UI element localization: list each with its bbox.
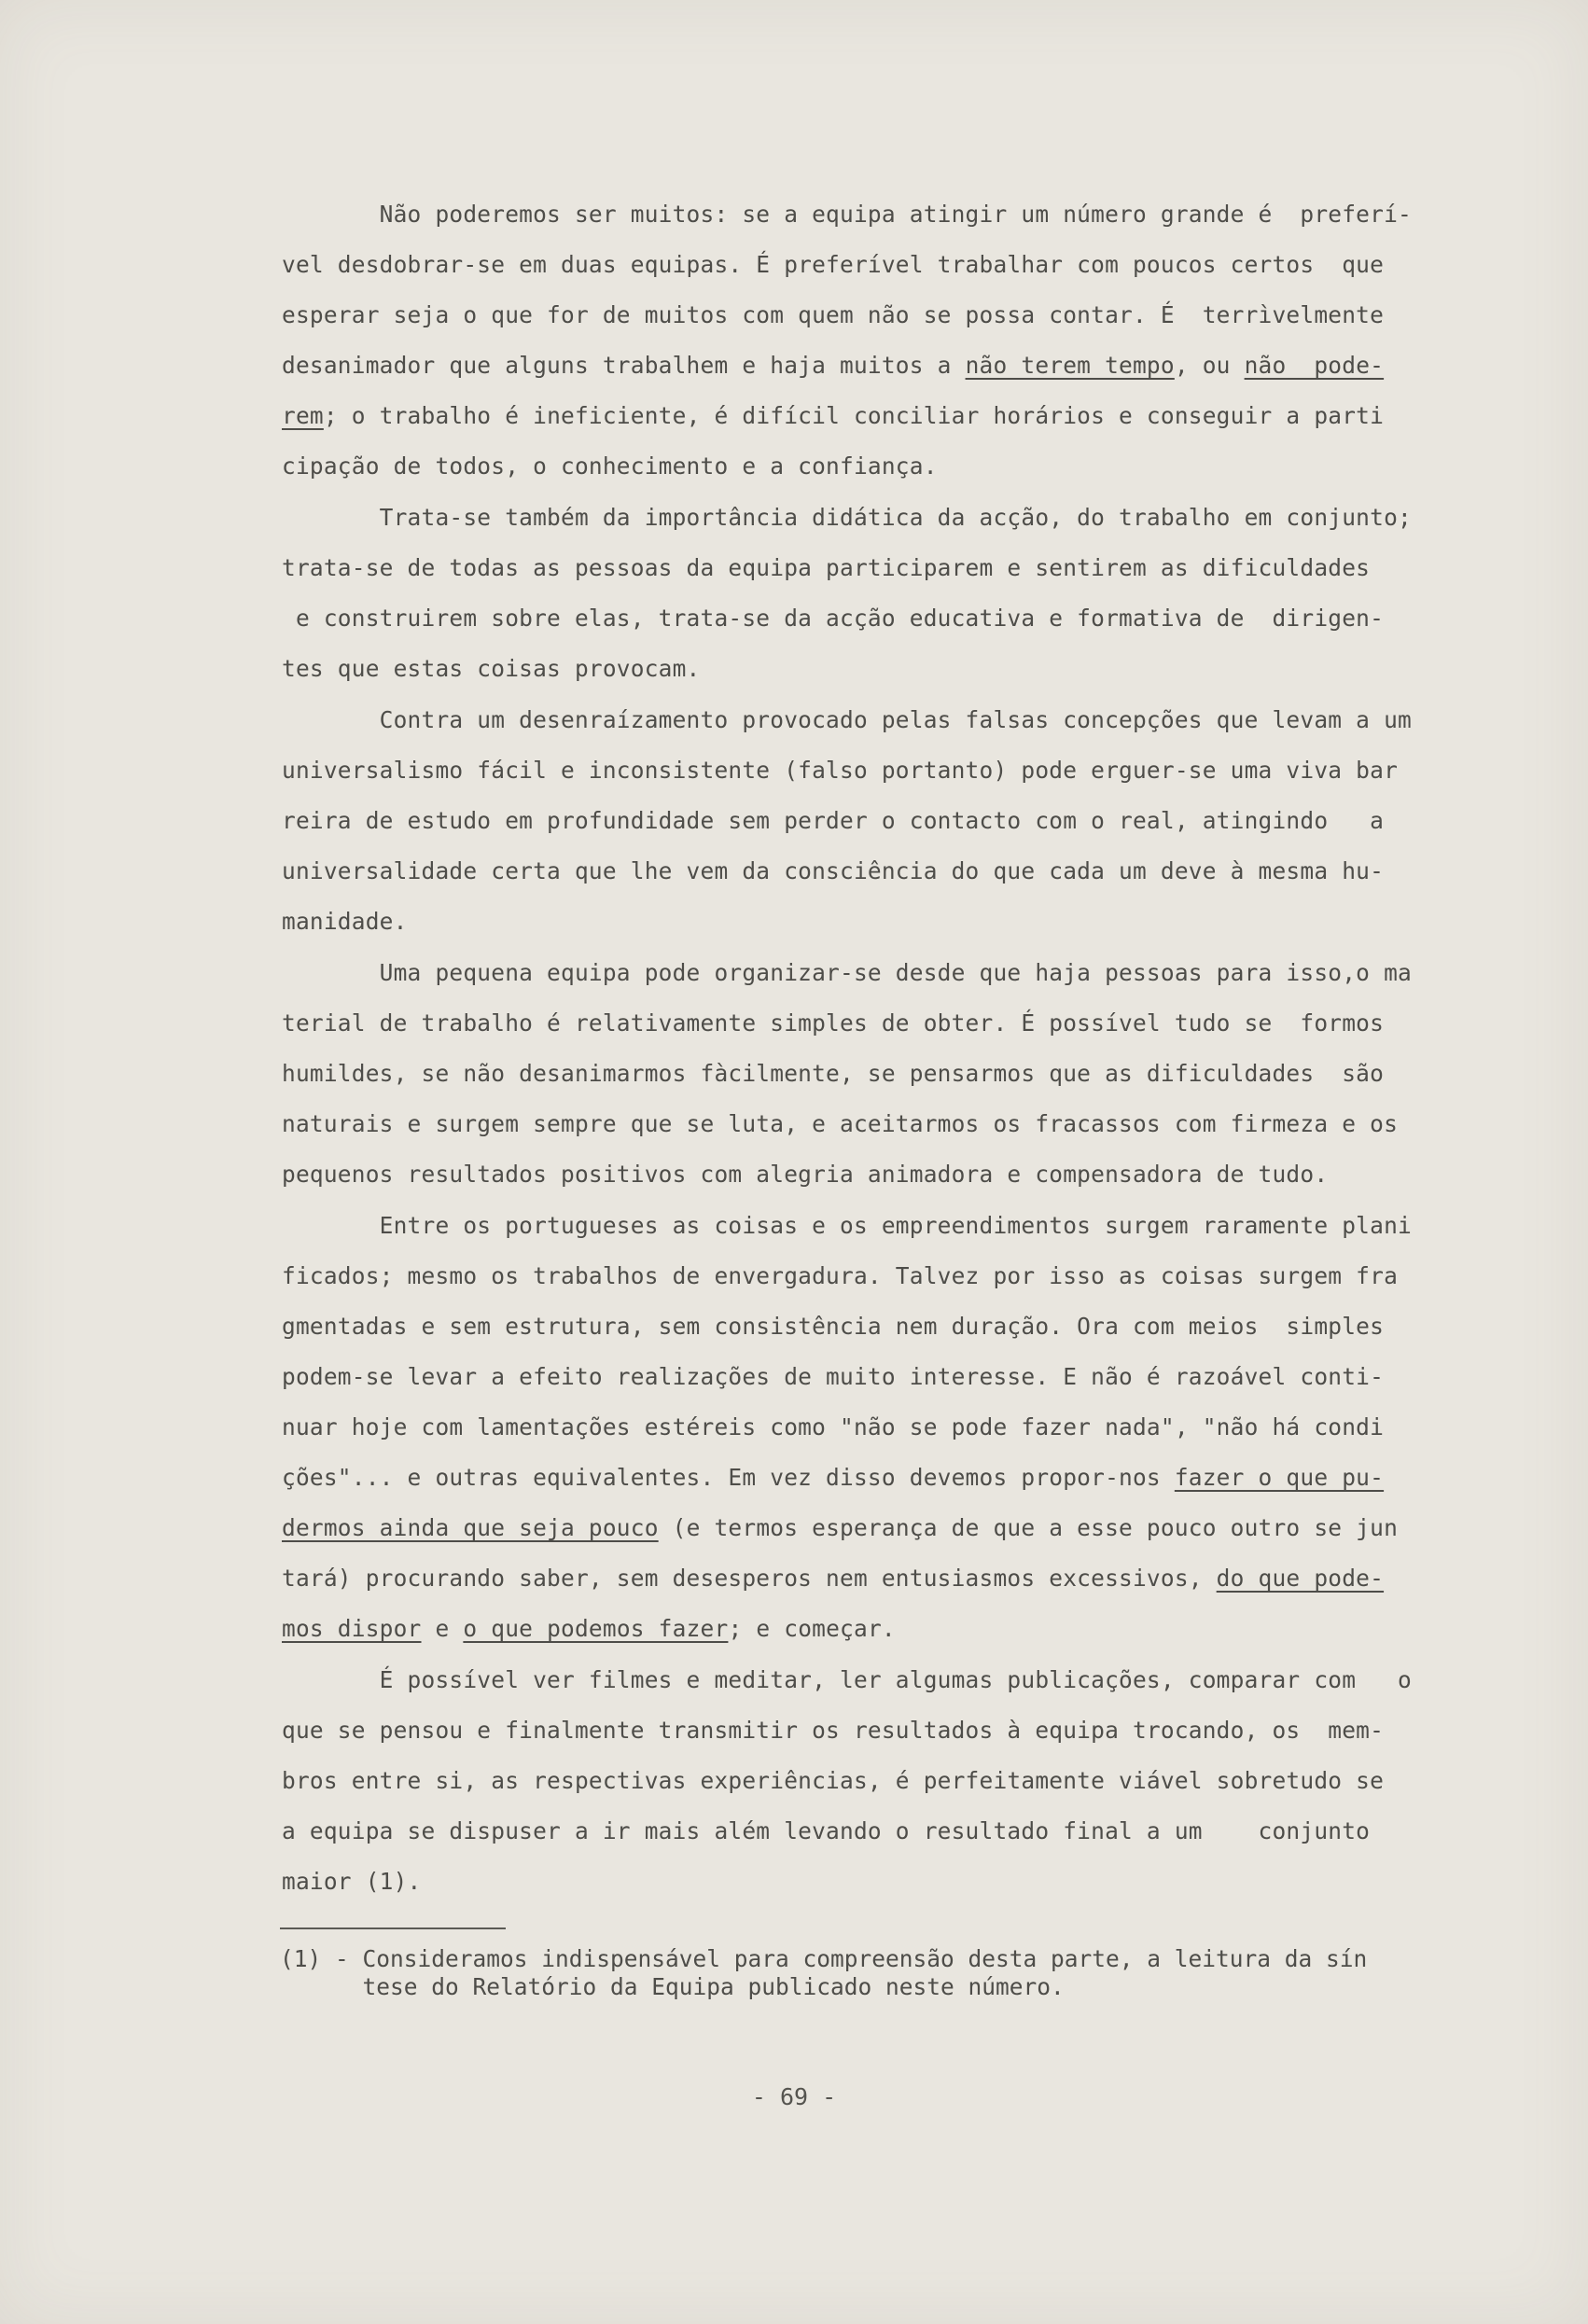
text-line: que se pensou e finalmente transmitir os resultados à equipa trocando, os mem- [282,1717,1385,1744]
text-line: É possível ver filmes e meditar, ler algumas publicações, comparar com o [282,1666,1412,1693]
text-line: naturais e surgem sempre que se luta, e aceitarmos os fracassos com firmeza e os [282,1110,1399,1137]
text-line: maior (1). [282,1868,422,1895]
text-line: universalismo fácil e inconsistente (falso portanto) pode erguer-se uma viva bar [282,757,1399,784]
text-line [282,1610,896,1648]
text-line: universalidade certa que lhe vem da consciência do que cada um deve à mesma hu- [282,857,1385,884]
text-span: tará) procurando saber, sem desesperos nem entusiasmos excessivos, [282,1565,1217,1592]
text-line: esperar seja o que for de muitos com quem não se possa contar. É terrìvelmente [282,301,1385,328]
text-line [282,1459,1384,1496]
text-line: Contra um desenraízamento provocado pelas falsas concepções que levam a um [282,706,1412,733]
footnote-line: tese do Relatório da Equipa publicado neste número. [280,1973,1065,2000]
text-line: terial de trabalho é relativamente simples de obter. É possível tudo se formos [282,1009,1385,1037]
text-line [282,1510,1398,1547]
underlined-phrase: não pode- [1244,352,1385,379]
text-span: , ou [1174,352,1245,379]
underlined-phrase: do que pode- [1216,1565,1385,1592]
text-line: trata-se de todas as pessoas da equipa participarem e sentirem as dificuldades [282,554,1371,581]
text-line: humildes, se não desanimarmos fàcilmente, se pensarmos que as dificuldades são [282,1060,1385,1087]
footnote-line: (1) - Consideramos indispensável para compreensão desta parte, a leitura da sín [280,1945,1368,1972]
text-line: podem-se levar a efeito realizações de muito interesse. E não é razoável conti- [282,1363,1385,1390]
text-line: tes que estas coisas provocam. [282,655,701,682]
text-line [282,347,1384,384]
text-line: Não poderemos ser muitos: se a equipa atingir um número grande é preferí- [282,201,1412,228]
text-line: Trata-se também da importância didática da acção, do trabalho em conjunto; [282,504,1412,531]
text-span: (e termos esperança de que a esse pouco outro se jun [658,1514,1399,1541]
underlined-phrase: rem [282,402,324,429]
text-span: ; e começar. [728,1615,896,1642]
text-span: ; o trabalho é ineficiente, é difícil conciliar horários e conseguir a parti [323,402,1385,429]
text-line: gmentadas e sem estrutura, sem consistência nem duração. Ora com meios simples [282,1313,1385,1340]
page-number: - 69 - [751,2083,837,2110]
text-line [282,1560,1384,1597]
text-line: manidade. [282,908,408,935]
footnote-divider [280,1927,506,1929]
text-line: reira de estudo em profundidade sem perder o contacto com o real, atingindo a [282,807,1385,834]
underlined-phrase: não terem tempo [965,352,1175,379]
text-line: Uma pequena equipa pode organizar-se desde que haja pessoas para isso,o ma [282,959,1412,986]
text-line: nuar hoje com lamentações estéreis como "não se pode fazer nada", "não há condi [282,1413,1385,1440]
text-line: a equipa se dispuser a ir mais além levando o resultado final a um conjunto [282,1817,1371,1844]
text-line: Entre os portugueses as coisas e os empreendimentos surgem raramente plani [282,1212,1412,1239]
text-line: pequenos resultados positivos com alegria animadora e compensadora de tudo. [282,1161,1329,1188]
text-line: vel desdobrar-se em duas equipas. É preferível trabalhar com poucos certos que [282,251,1385,278]
text-line: cipação de todos, o conhecimento e a confiança. [282,452,938,480]
underlined-phrase: dermos ainda que seja pouco [282,1514,659,1541]
text-line: bros entre si, as respectivas experiências, é perfeitamente viável sobretudo se [282,1767,1385,1794]
underlined-phrase: o que podemos fazer [463,1615,729,1642]
text-span: desanimador que alguns trabalhem e haja muitos a [282,352,966,379]
text-span: ções"... e outras equivalentes. Em vez disso devemos propor-nos [282,1464,1175,1491]
underlined-phrase: mos dispor [282,1615,422,1642]
text-line: ficados; mesmo os trabalhos de envergadura. Talvez por isso as coisas surgem fra [282,1262,1399,1289]
text-line [282,397,1384,435]
text-line: e construirem sobre elas, trata-se da acção educativa e formativa de dirigen- [282,605,1385,632]
text-span: e [421,1615,464,1642]
underlined-phrase: fazer o que pu- [1174,1464,1385,1491]
